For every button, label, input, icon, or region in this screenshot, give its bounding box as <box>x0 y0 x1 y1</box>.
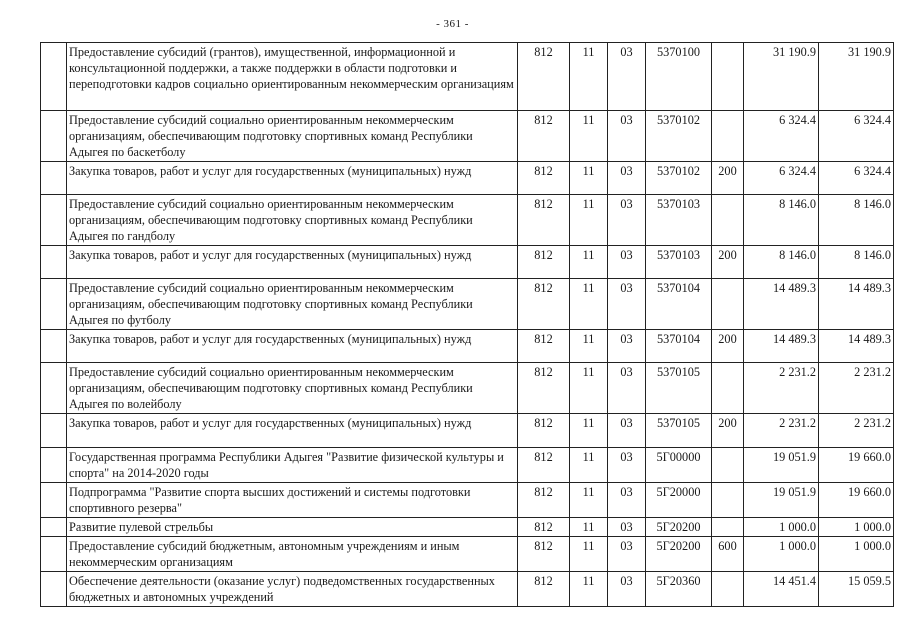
dept-code: 812 <box>518 414 570 448</box>
table-row <box>41 43 894 111</box>
budget-table <box>40 42 894 607</box>
dept-code: 812 <box>518 483 570 518</box>
expense-type-code <box>712 363 744 414</box>
row-description: Предоставление субсидий социально ориентированным некоммерческим организациям, обеспечивающим подготовку спортивных команд Республики Адыгея по футболу <box>67 279 518 330</box>
dept-code: 812 <box>518 279 570 330</box>
row-description: Закупка товаров, работ и услуг для государственных (муниципальных) нужд <box>67 330 518 363</box>
table-row <box>41 518 894 537</box>
dept-code: 812 <box>518 330 570 363</box>
expense-type-code <box>712 448 744 483</box>
row-description: Предоставление субсидий социально ориентированным некоммерческим организациям, обеспечивающим подготовку спортивных команд Республики Адыгея по гандболу <box>67 195 518 246</box>
amount-year-2: 6 324.4 <box>819 162 894 195</box>
expense-type-code: 600 <box>712 537 744 572</box>
target-item-code: 5370104 <box>646 330 712 363</box>
amount-year-1: 19 051.9 <box>744 448 819 483</box>
amount-year-2: 19 660.0 <box>819 483 894 518</box>
table-row <box>41 246 894 279</box>
subsection-code: 03 <box>608 483 646 518</box>
dept-code: 812 <box>518 572 570 607</box>
expense-type-code <box>712 43 744 111</box>
row-description: Предоставление субсидий (грантов), имущественной, информационной и консультационной поддержки, а также поддержки в области подготовки и переподготовки кадров социально ориентированным некоммерческим организациям <box>67 43 518 111</box>
table-row <box>41 279 894 330</box>
amount-year-2: 31 190.9 <box>819 43 894 111</box>
row-description: Обеспечение деятельности (оказание услуг) подведомственных государственных бюджетных и автономных учреждений <box>67 572 518 607</box>
target-item-code: 5370102 <box>646 111 712 162</box>
table-row <box>41 111 894 162</box>
section-code: 11 <box>570 279 608 330</box>
table-row <box>41 483 894 518</box>
page-number: - 361 - <box>436 18 469 30</box>
expense-type-code <box>712 279 744 330</box>
target-item-code: 5Г20200 <box>646 537 712 572</box>
section-code: 11 <box>570 518 608 537</box>
target-item-code: 5370102 <box>646 162 712 195</box>
subsection-code: 03 <box>608 414 646 448</box>
amount-year-1: 8 146.0 <box>744 195 819 246</box>
section-code: 11 <box>570 195 608 246</box>
section-code: 11 <box>570 246 608 279</box>
subsection-code: 03 <box>608 363 646 414</box>
section-code: 11 <box>570 330 608 363</box>
target-item-code: 5370100 <box>646 43 712 111</box>
row-description: Предоставление субсидий бюджетным, автономным учреждениям и иным некоммерческим организациям <box>67 537 518 572</box>
subsection-code: 03 <box>608 246 646 279</box>
expense-type-code <box>712 111 744 162</box>
subsection-code: 03 <box>608 448 646 483</box>
amount-year-1: 6 324.4 <box>744 111 819 162</box>
row-description: Закупка товаров, работ и услуг для государственных (муниципальных) нужд <box>67 414 518 448</box>
table-row <box>41 195 894 246</box>
expense-type-code <box>712 195 744 246</box>
amount-year-1: 6 324.4 <box>744 162 819 195</box>
amount-year-1: 1 000.0 <box>744 518 819 537</box>
section-code: 11 <box>570 43 608 111</box>
amount-year-2: 1 000.0 <box>819 518 894 537</box>
row-description: Развитие пулевой стрельбы <box>67 518 518 537</box>
section-code: 11 <box>570 162 608 195</box>
amount-year-2: 2 231.2 <box>819 414 894 448</box>
amount-year-2: 1 000.0 <box>819 537 894 572</box>
expense-type-code <box>712 572 744 607</box>
table-row <box>41 414 894 448</box>
target-item-code: 5Г20200 <box>646 518 712 537</box>
amount-year-2: 14 489.3 <box>819 330 894 363</box>
amount-year-1: 31 190.9 <box>744 43 819 111</box>
table-row <box>41 448 894 483</box>
amount-year-2: 14 489.3 <box>819 279 894 330</box>
amount-year-2: 19 660.0 <box>819 448 894 483</box>
subsection-code: 03 <box>608 162 646 195</box>
dept-code: 812 <box>518 518 570 537</box>
amount-year-1: 8 146.0 <box>744 246 819 279</box>
dept-code: 812 <box>518 195 570 246</box>
amount-year-1: 2 231.2 <box>744 414 819 448</box>
section-code: 11 <box>570 414 608 448</box>
amount-year-1: 14 489.3 <box>744 330 819 363</box>
target-item-code: 5370105 <box>646 414 712 448</box>
target-item-code: 5Г20000 <box>646 483 712 518</box>
dept-code: 812 <box>518 537 570 572</box>
dept-code: 812 <box>518 448 570 483</box>
target-item-code: 5Г00000 <box>646 448 712 483</box>
expense-type-code: 200 <box>712 414 744 448</box>
section-code: 11 <box>570 363 608 414</box>
amount-year-1: 14 489.3 <box>744 279 819 330</box>
table-row <box>41 572 894 607</box>
target-item-code: 5370105 <box>646 363 712 414</box>
dept-code: 812 <box>518 111 570 162</box>
table-row <box>41 363 894 414</box>
dept-code: 812 <box>518 363 570 414</box>
subsection-code: 03 <box>608 279 646 330</box>
section-code: 11 <box>570 483 608 518</box>
section-code: 11 <box>570 537 608 572</box>
subsection-code: 03 <box>608 111 646 162</box>
expense-type-code <box>712 483 744 518</box>
table-row <box>41 330 894 363</box>
amount-year-1: 19 051.9 <box>744 483 819 518</box>
subsection-code: 03 <box>608 518 646 537</box>
target-item-code: 5Г20360 <box>646 572 712 607</box>
dept-code: 812 <box>518 43 570 111</box>
row-description: Подпрограмма "Развитие спорта высших достижений и системы подготовки спортивного резерва" <box>67 483 518 518</box>
row-description: Государственная программа Республики Адыгея "Развитие физической культуры и спорта" на 2014-2020 годы <box>67 448 518 483</box>
target-item-code: 5370104 <box>646 279 712 330</box>
subsection-code: 03 <box>608 572 646 607</box>
expense-type-code <box>712 518 744 537</box>
target-item-code: 5370103 <box>646 246 712 279</box>
dept-code: 812 <box>518 246 570 279</box>
dept-code: 812 <box>518 162 570 195</box>
table-row <box>41 162 894 195</box>
subsection-code: 03 <box>608 43 646 111</box>
amount-year-2: 2 231.2 <box>819 363 894 414</box>
subsection-code: 03 <box>608 537 646 572</box>
section-code: 11 <box>570 111 608 162</box>
amount-year-2: 8 146.0 <box>819 195 894 246</box>
row-description: Закупка товаров, работ и услуг для государственных (муниципальных) нужд <box>67 246 518 279</box>
section-code: 11 <box>570 448 608 483</box>
expense-type-code: 200 <box>712 330 744 363</box>
subsection-code: 03 <box>608 195 646 246</box>
amount-year-1: 1 000.0 <box>744 537 819 572</box>
row-description: Предоставление субсидий социально ориентированным некоммерческим организациям, обеспечивающим подготовку спортивных команд Республики Адыгея по волейболу <box>67 363 518 414</box>
expense-type-code: 200 <box>712 246 744 279</box>
row-description: Закупка товаров, работ и услуг для государственных (муниципальных) нужд <box>67 162 518 195</box>
amount-year-1: 2 231.2 <box>744 363 819 414</box>
row-description: Предоставление субсидий социально ориентированным некоммерческим организациям, обеспечивающим подготовку спортивных команд Республики Адыгея по баскетболу <box>67 111 518 162</box>
amount-year-2: 6 324.4 <box>819 111 894 162</box>
table-row <box>41 537 894 572</box>
target-item-code: 5370103 <box>646 195 712 246</box>
expense-type-code: 200 <box>712 162 744 195</box>
subsection-code: 03 <box>608 330 646 363</box>
amount-year-1: 14 451.4 <box>744 572 819 607</box>
section-code: 11 <box>570 572 608 607</box>
amount-year-2: 8 146.0 <box>819 246 894 279</box>
amount-year-2: 15 059.5 <box>819 572 894 607</box>
